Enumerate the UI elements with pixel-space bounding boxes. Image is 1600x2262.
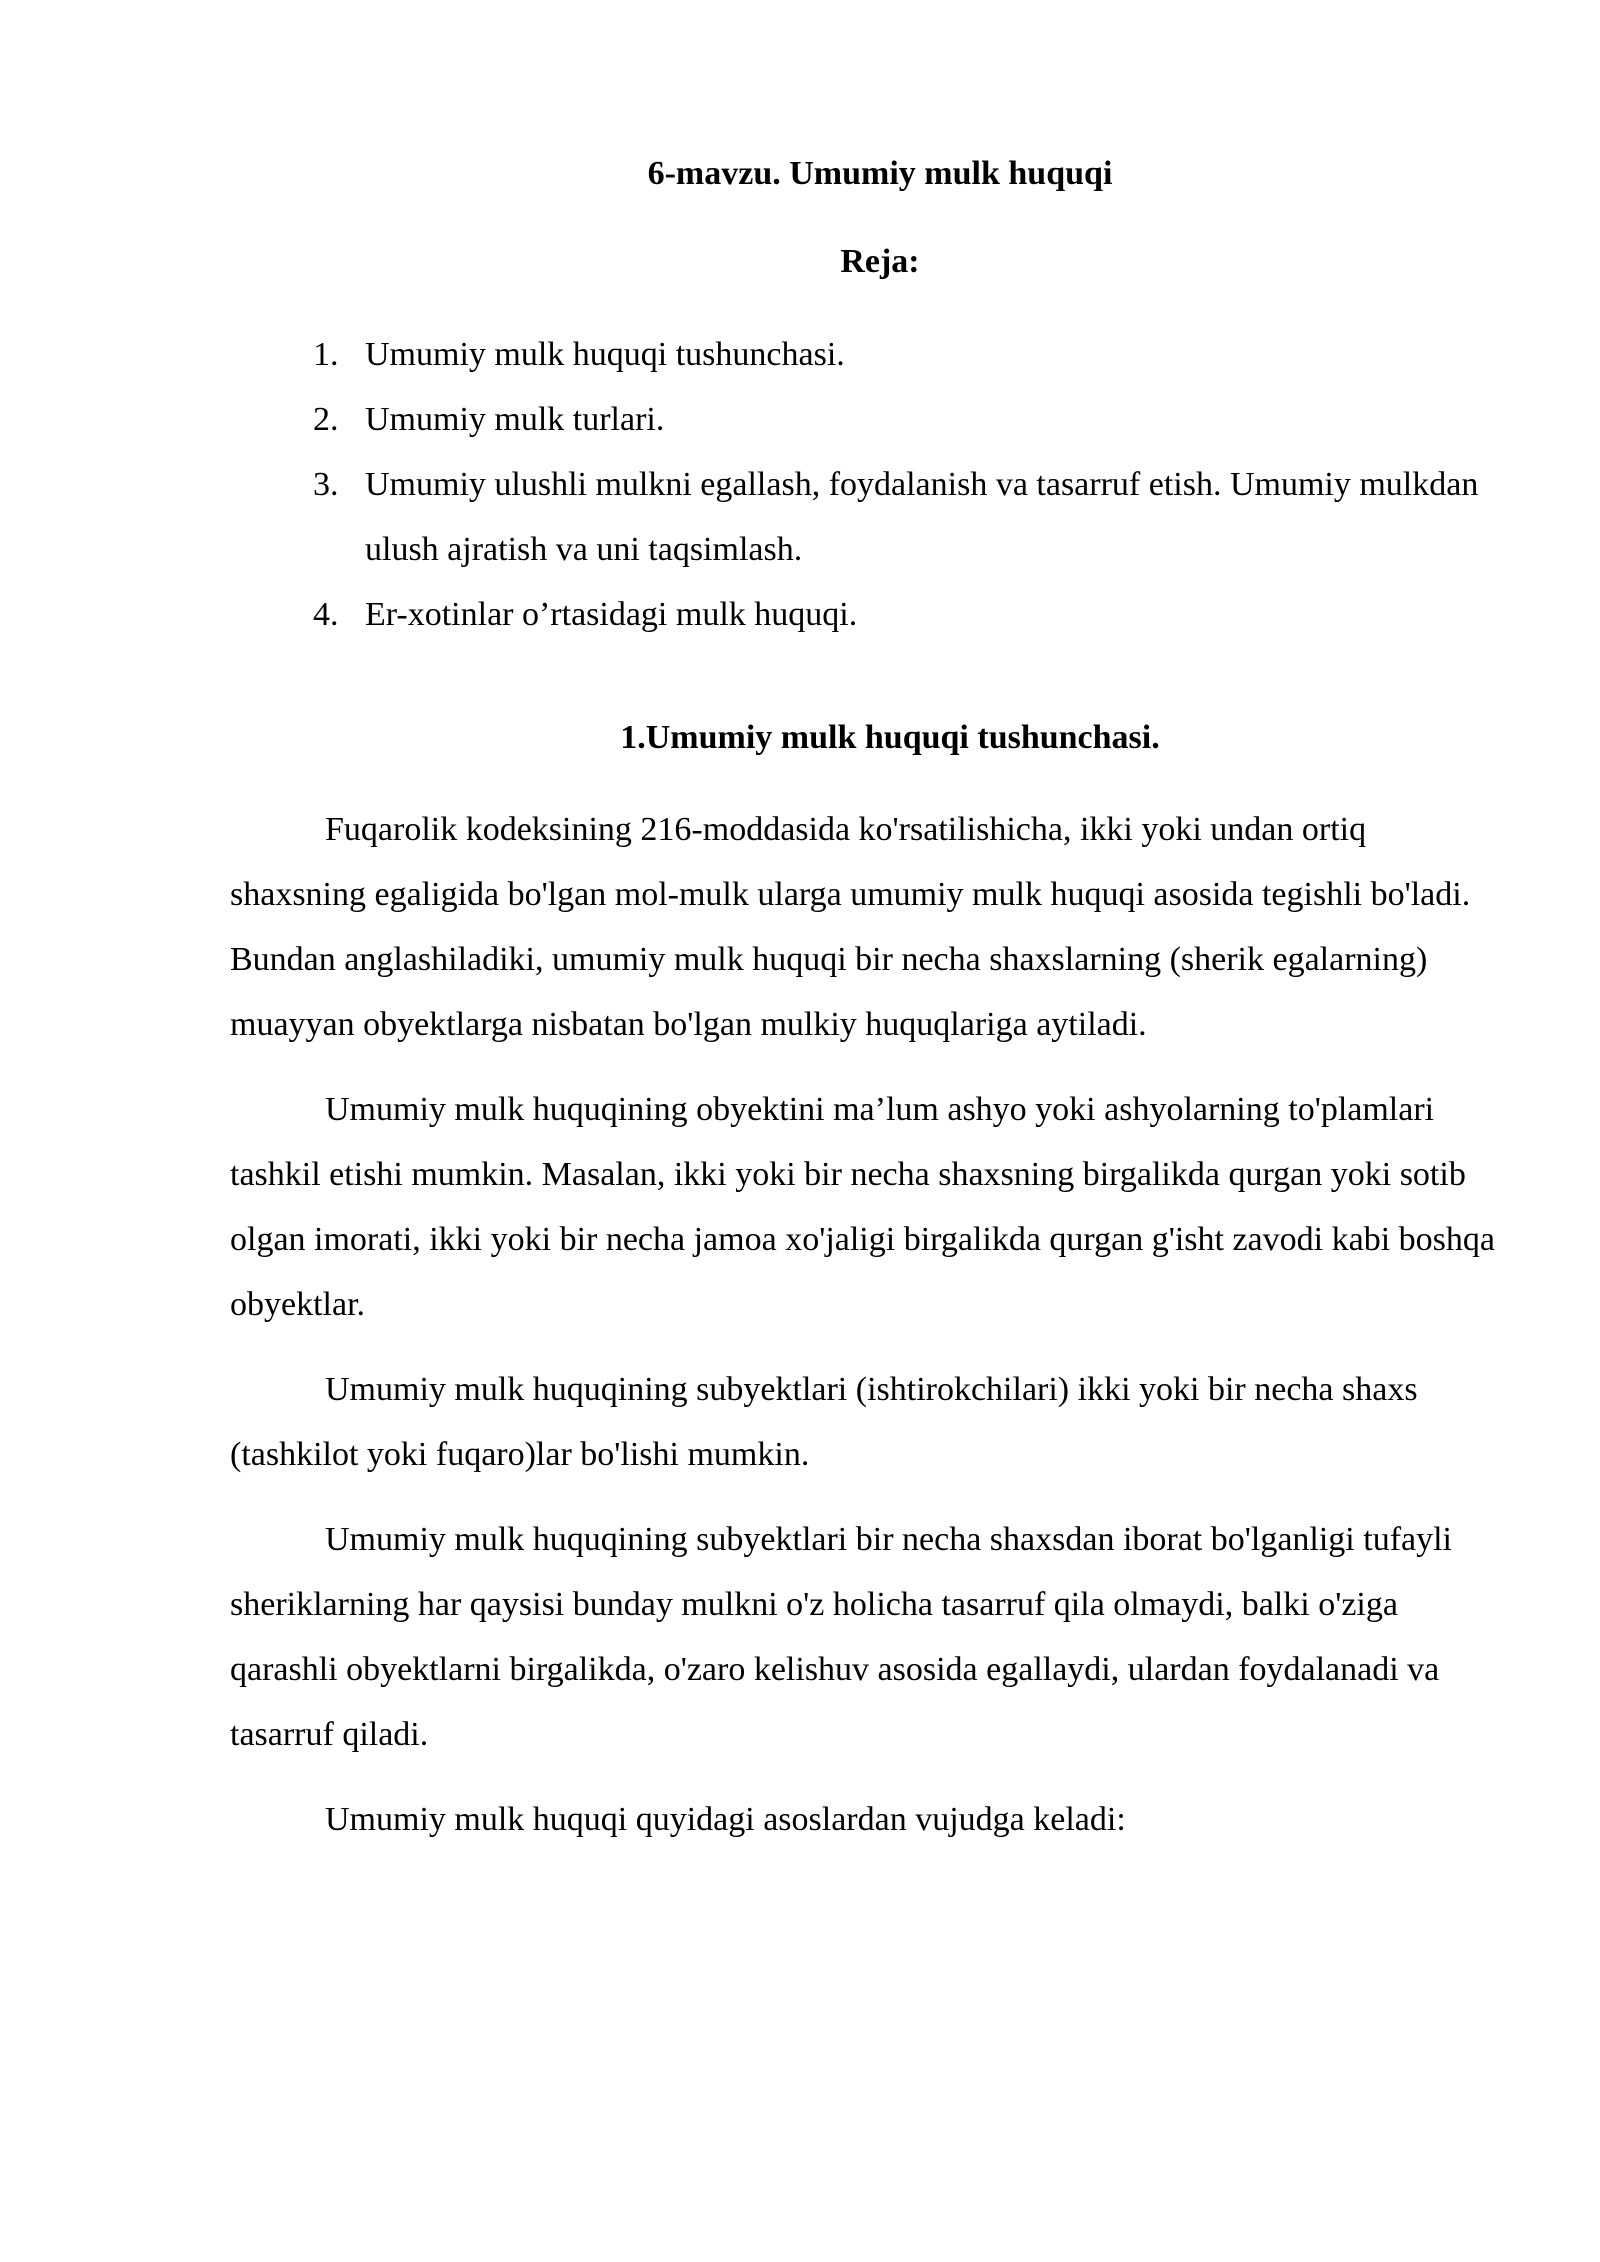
plan-item xyxy=(305,387,1485,452)
plan-item-number: 1. xyxy=(313,336,339,373)
paragraph: Umumiy mulk huquqining obyektini ma’lum ashyo yoki ashyolarning to'plamlari tashkil etishi mumkin. Masalan, ikki yoki bir necha shaxsning birgalikda qurgan yoki sotib olgan imorati, ikki yoki bir necha jamoa xo'jaligi birgalikda qurgan g'isht zavodi kabi boshqa obyektlar. xyxy=(230,1091,1495,1323)
paragraph: Umumiy mulk huquqining subyektlari bir necha shaxsdan iborat bo'lganligi tufayli sheriklarning har qaysisi bunday mulkni o'z holicha tasarruf qila olmaydi, balki o'ziga qarashli obyektlarni birgalikda, o'zaro kelishuv asosida egallaydi, ulardan foydalanadi va tasarruf qiladi. xyxy=(230,1521,1452,1753)
paragraph: Umumiy mulk huquqi quyidagi asoslardan vujudga keladi: xyxy=(325,1801,1126,1838)
plan-item-number: 2. xyxy=(313,401,339,438)
paragraph: Fuqarolik kodeksining 216-moddasida ko'rsatilishicha, ikki yoki undan ortiq shaxsning egaligida bo'lgan mol-mulk ularga umumiy mulk huquqi asosida tegishli bo'ladi. Bundan anglashiladiki, umumiy mulk huquqi bir necha shaxslarning (sherik egalarning) muayyan obyektlarga nisbatan bo'lgan mulkiy huquqlariga aytiladi. xyxy=(230,811,1471,1043)
plan-item-text: Er-xotinlar o’rtasidagi mulk huquqi. xyxy=(365,596,858,633)
plan-item-text: Umumiy ulushli mulkni egallash, foydalanish va tasarruf etish. Umumiy mulkdan ulush ajratish va uni taqsimlash. xyxy=(365,466,1479,568)
plan-item-text: Umumiy mulk turlari. xyxy=(365,401,665,438)
plan-item xyxy=(305,452,1485,582)
plan-item-number: 4. xyxy=(313,596,339,633)
plan-item-text: Umumiy mulk huquqi tushunchasi. xyxy=(365,336,845,373)
document-title: 6-mavzu. Umumiy mulk huquqi xyxy=(647,155,1113,192)
plan-item xyxy=(305,582,1485,647)
plan-item-number: 3. xyxy=(313,466,339,503)
plan-heading: Reja: xyxy=(840,243,920,280)
plan-list xyxy=(305,322,1485,647)
paragraph: Umumiy mulk huquqining subyektlari (ishtirokchilari) ikki yoki bir necha shaxs (tashkilot yoki fuqaro)lar bo'lishi mumkin. xyxy=(230,1371,1418,1473)
body-text xyxy=(230,797,1495,1872)
plan-item xyxy=(305,322,1485,387)
section-heading: 1.Umumiy mulk huquqi tushunchasi. xyxy=(620,719,1160,756)
